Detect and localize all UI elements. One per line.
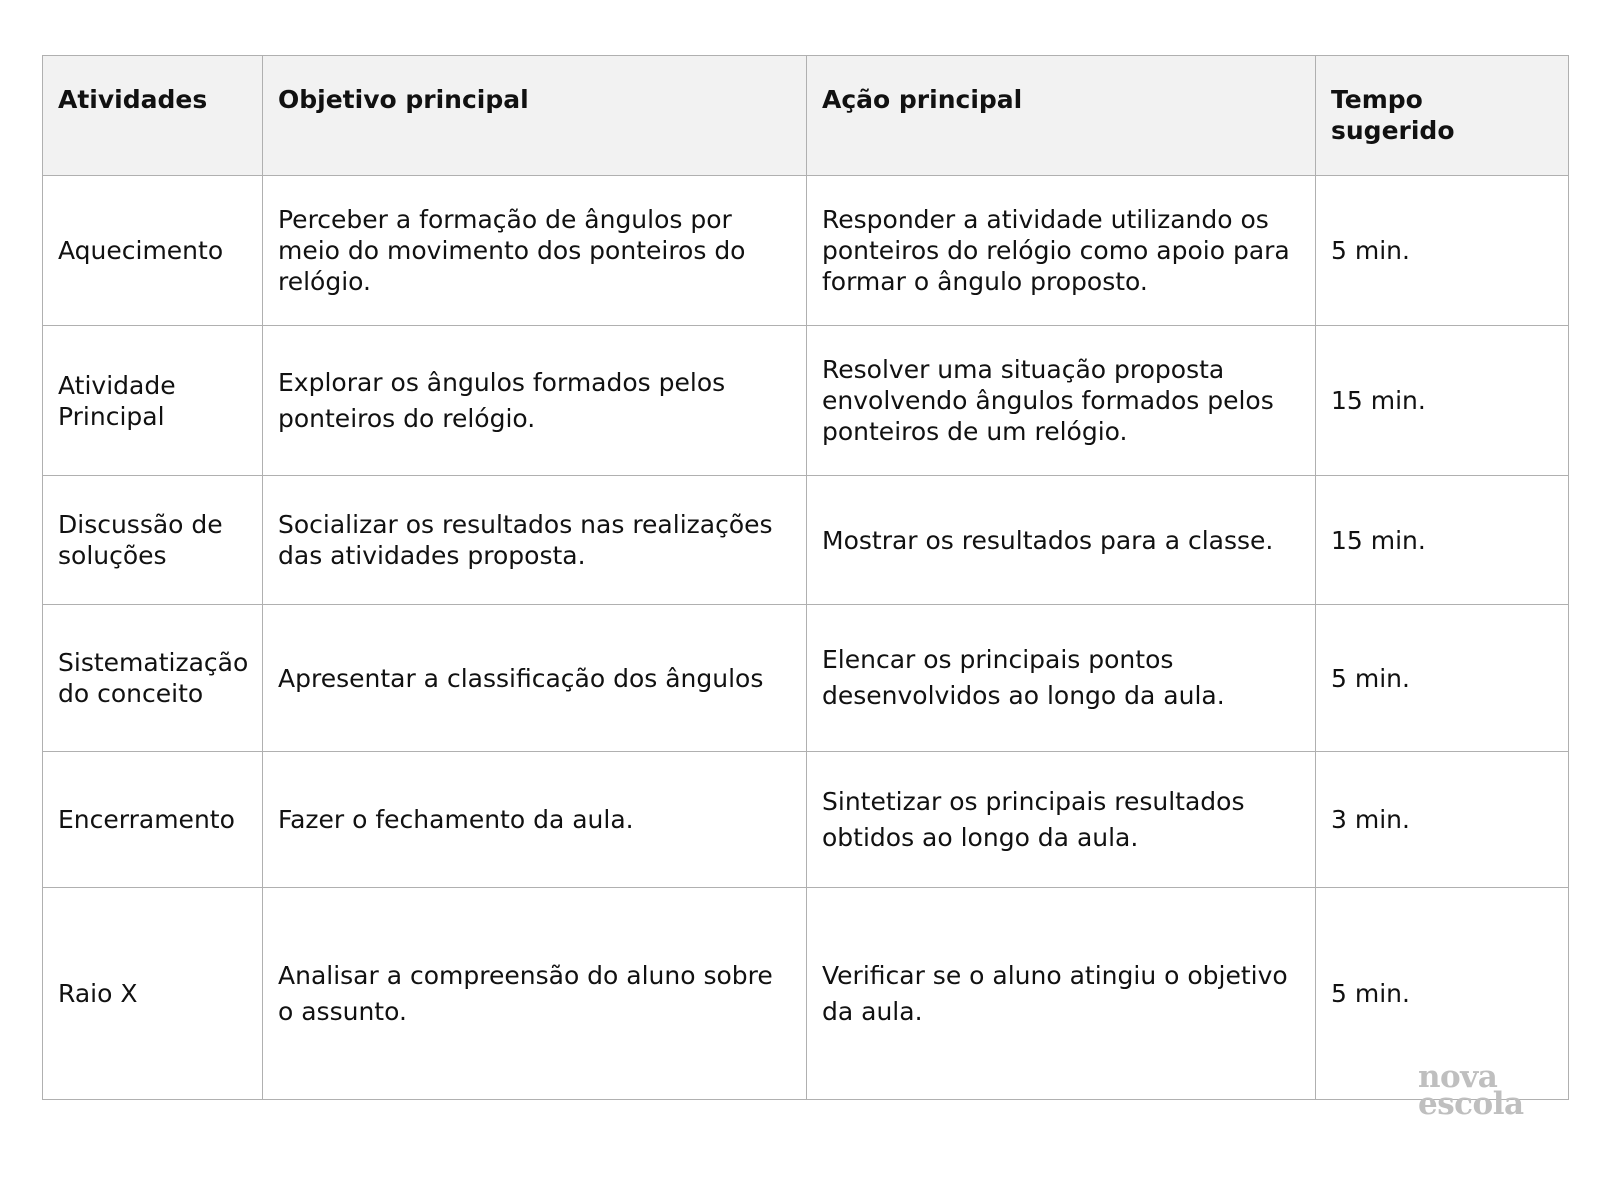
lesson-plan-table bbox=[42, 55, 1569, 1100]
table-row bbox=[43, 476, 1569, 605]
header-atividades: Atividades bbox=[43, 56, 263, 176]
cell-acao: Elencar os principais pontos desenvolvidos ao longo da aula. bbox=[807, 605, 1316, 752]
watermark-line-1: nova bbox=[1418, 1059, 1498, 1095]
cell-tempo: 15 min. bbox=[1316, 476, 1569, 605]
header-objetivo-principal: Objetivo principal bbox=[263, 56, 807, 176]
table-row bbox=[43, 605, 1569, 752]
cell-tempo: 5 min. bbox=[1316, 888, 1569, 1100]
cell-atividade: Aquecimento bbox=[43, 176, 263, 326]
table-header-row bbox=[43, 56, 1569, 176]
cell-atividade: Raio X bbox=[43, 888, 263, 1100]
cell-acao: Sintetizar os principais resultados obtidos ao longo da aula. bbox=[807, 752, 1316, 888]
cell-objetivo: Fazer o fechamento da aula. bbox=[263, 752, 807, 888]
cell-atividade: Discussão de soluções bbox=[43, 476, 263, 605]
cell-tempo: 5 min. bbox=[1316, 176, 1569, 326]
cell-objetivo: Explorar os ângulos formados pelos ponteiros do relógio. bbox=[263, 326, 807, 476]
table-row bbox=[43, 752, 1569, 888]
cell-objetivo: Socializar os resultados nas realizações das atividades proposta. bbox=[263, 476, 807, 605]
cell-objetivo: Perceber a formação de ângulos por meio do movimento dos ponteiros do relógio. bbox=[263, 176, 807, 326]
cell-atividade: Sistematização do conceito bbox=[43, 605, 263, 752]
cell-tempo: 5 min. bbox=[1316, 605, 1569, 752]
cell-tempo: 3 min. bbox=[1316, 752, 1569, 888]
cell-atividade: Atividade Principal bbox=[43, 326, 263, 476]
cell-objetivo: Analisar a compreensão do aluno sobre o assunto. bbox=[263, 888, 807, 1100]
table-row bbox=[43, 888, 1569, 1100]
cell-objetivo: Apresentar a classificação dos ângulos bbox=[263, 605, 807, 752]
header-acao-principal: Ação principal bbox=[807, 56, 1316, 176]
watermark-line-2: escola bbox=[1418, 1086, 1524, 1122]
cell-acao: Resolver uma situação proposta envolvendo ângulos formados pelos ponteiros de um relógio. bbox=[807, 326, 1316, 476]
cell-acao: Responder a atividade utilizando os ponteiros do relógio como apoio para formar o ângulo proposto. bbox=[807, 176, 1316, 326]
cell-tempo: 15 min. bbox=[1316, 326, 1569, 476]
table-row bbox=[43, 176, 1569, 326]
table-row bbox=[43, 326, 1569, 476]
cell-acao: Verificar se o aluno atingiu o objetivo da aula. bbox=[807, 888, 1316, 1100]
header-tempo-sugerido: Tempo sugerido bbox=[1316, 56, 1569, 176]
cell-atividade: Encerramento bbox=[43, 752, 263, 888]
cell-acao: Mostrar os resultados para a classe. bbox=[807, 476, 1316, 605]
